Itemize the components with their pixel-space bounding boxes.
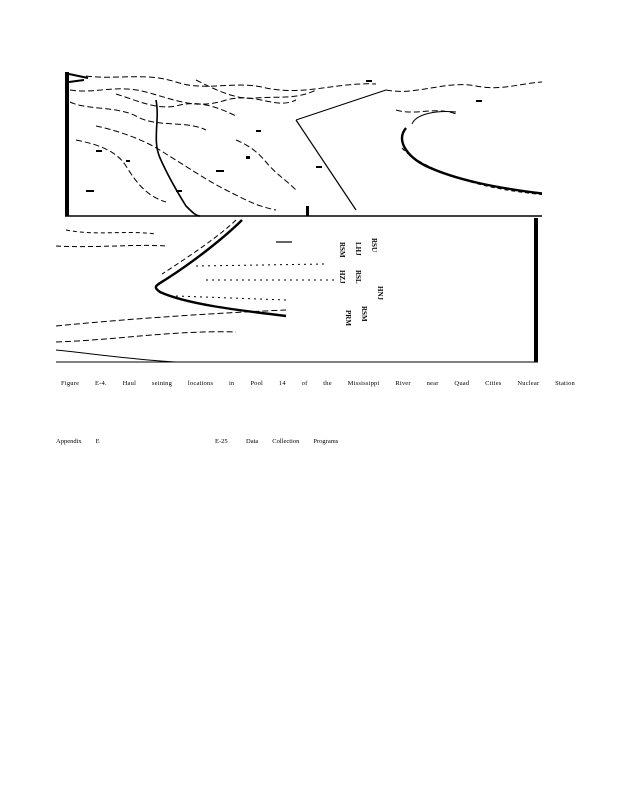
- station-label-8: RSM: [360, 306, 368, 322]
- caption-word: Quad: [454, 380, 470, 387]
- caption-word: 14: [278, 380, 286, 387]
- footer-section-title: [246, 438, 338, 445]
- caption-word: Station: [555, 380, 575, 387]
- river-channel-top: [156, 90, 542, 216]
- caption-word: Haul: [122, 380, 137, 387]
- footer-appendix: [56, 438, 100, 445]
- footer-appendix-label: Appendix: [56, 438, 82, 445]
- station-labels: [338, 238, 384, 326]
- map-figure: [56, 70, 542, 364]
- caption-word: in: [229, 380, 235, 387]
- station-label-6: HNJ: [376, 286, 384, 300]
- station-label-2: HZJ: [338, 270, 346, 284]
- contour-lines-top: [70, 76, 542, 210]
- caption-word: Cities: [485, 380, 502, 387]
- river-channel-bottom: [56, 220, 336, 362]
- footer-title-word: Collection: [272, 438, 300, 445]
- figure-caption: [61, 380, 575, 387]
- caption-word: Mississippi: [347, 380, 380, 387]
- caption-word: Figure: [61, 380, 80, 387]
- caption-word: the: [323, 380, 332, 387]
- caption-word: River: [395, 380, 411, 387]
- station-label-4: RSL: [354, 270, 362, 284]
- left-border-bar: [65, 72, 69, 216]
- right-border-bar: [534, 218, 538, 362]
- footer-page-number: E-25: [215, 438, 228, 445]
- caption-word: E-4.: [95, 380, 107, 387]
- station-label-7: PRM: [344, 310, 352, 326]
- station-label-5: RSU: [370, 238, 378, 253]
- caption-word: locations: [187, 380, 214, 387]
- caption-word: of: [301, 380, 308, 387]
- caption-word: Pool: [250, 380, 264, 387]
- river-map-drawing: [56, 70, 542, 364]
- footer-title-word: Data: [246, 438, 259, 445]
- caption-word: seining: [151, 380, 173, 387]
- caption-word: Nuclear: [517, 380, 540, 387]
- caption-word: near: [426, 380, 439, 387]
- corner-mark: [69, 74, 88, 82]
- station-label-1: RSM: [338, 242, 346, 258]
- map-speckle-marks: [86, 80, 482, 216]
- footer-appendix-letter: E: [95, 438, 100, 445]
- footer-title-word: Programs: [313, 438, 339, 445]
- station-label-3: LHJ: [354, 242, 362, 256]
